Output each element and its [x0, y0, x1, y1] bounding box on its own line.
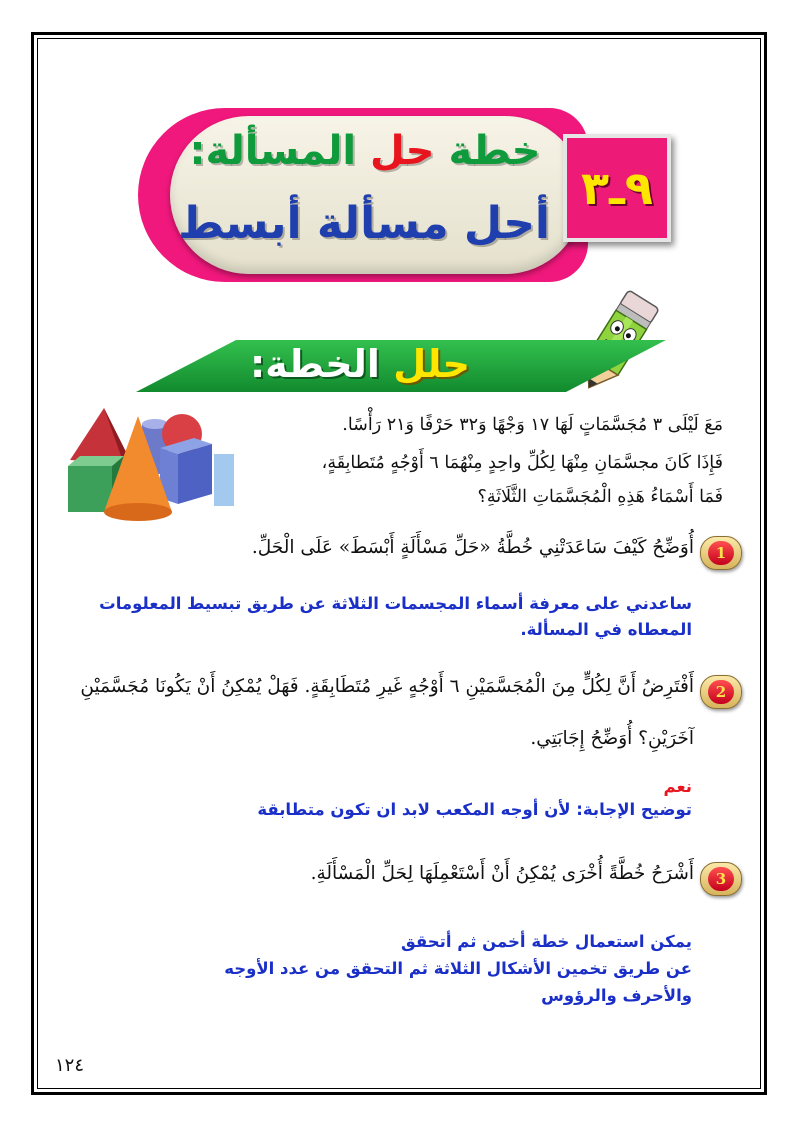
- question-3-text: أَشْرَحُ خُطَّةً أُخْرَى يُمْكِنُ أَنْ أَسْتَعْمِلَهَا لِحَلِّ الْمَسْأَلَةِ.: [310, 863, 694, 884]
- title-part-solve: حل: [356, 128, 435, 174]
- question-3-badge: [700, 862, 742, 896]
- problem-line-3: فَمَا أَسْمَاءُ هَذِهِ الْمُجَسَّمَاتِ الثَّلَاثَةِ؟: [477, 487, 723, 507]
- question-1-text: أُوَضِّحُ كَيْفَ سَاعَدَتْنِي خُطَّةُ «حَلِّ مَسْأَلَةٍ أَبْسَطَ» عَلَى الْحَلِّ.: [251, 537, 694, 558]
- lesson-number: ٩ـ٣: [581, 161, 653, 215]
- question-2-line-2: آخَرَيْنِ؟ أُوَضِّحُ إِجَابَتِي.: [530, 728, 694, 749]
- page-number: ١٢٤: [55, 1055, 85, 1076]
- strategy-word-analyze: حلل: [393, 342, 471, 386]
- lesson-subtitle: أحل مسألة أبسط: [178, 198, 550, 249]
- problem-line-2: فَإِذَا كَانَ مجسَّمَانِ مِنْهَا لِكُلِّ واحِدٍ مِنْهُمَا ٦ أَوْجُهٍ مُتَطابِقَةٍ،: [321, 453, 723, 473]
- question-2-badge: [700, 675, 742, 709]
- question-2-number: 2: [708, 680, 734, 704]
- lesson-number-box: [563, 134, 671, 242]
- problem-line-1: مَعَ لَيْلَى ٣ مُجَسَّمَاتٍ لَهَا ١٧ وَجْهًا وَ٣٢ حَرْفًا وَ٢١ رَأْسًا.: [342, 415, 723, 435]
- answer-3-line-2: عن طريق تخمين الأشكال الثلاثة ثم التحقق من عدد الأوجه: [224, 959, 692, 978]
- question-1-number: 1: [708, 541, 734, 565]
- strategy-word-plan: الخطة:: [250, 342, 380, 386]
- answer-2-explanation: توضيح الإجابة: لأن أوجه المكعب لابد ان تكون متطابقة: [257, 800, 692, 819]
- question-1-badge: [700, 536, 742, 570]
- answer-2-yes: نعم: [663, 777, 692, 796]
- question-3-number: 3: [708, 867, 734, 891]
- 3d-shapes-illustration: [60, 404, 236, 526]
- lesson-title: [180, 128, 550, 174]
- answer-1-line-2: المعطاه في المسألة.: [520, 620, 692, 639]
- answer-1-line-1: ساعدني على معرفة أسماء المجسمات الثلاثة عن طريق تبسيط المعلومات: [99, 594, 692, 613]
- title-part-plan: خطة: [434, 128, 541, 174]
- answer-3-line-1: يمكن استعمال خطة أخمن ثم أتحقق: [401, 932, 692, 951]
- question-2-line-1: أَفْتَرِضُ أَنَّ لِكُلٍّ مِنَ الْمُجَسَّمَيْنِ ٦ أَوْجُهٍ غَيرِ مُتَطَابِقَةٍ. فَهَلْ يُمْكِنُ أَنْ يَكُونَا مُجَسَّمَيْنِ: [80, 676, 694, 697]
- strategy-heading: [250, 342, 470, 386]
- answer-3-line-3: والأحرف والرؤوس: [541, 986, 692, 1005]
- title-part-problem: المسألة:: [189, 128, 357, 174]
